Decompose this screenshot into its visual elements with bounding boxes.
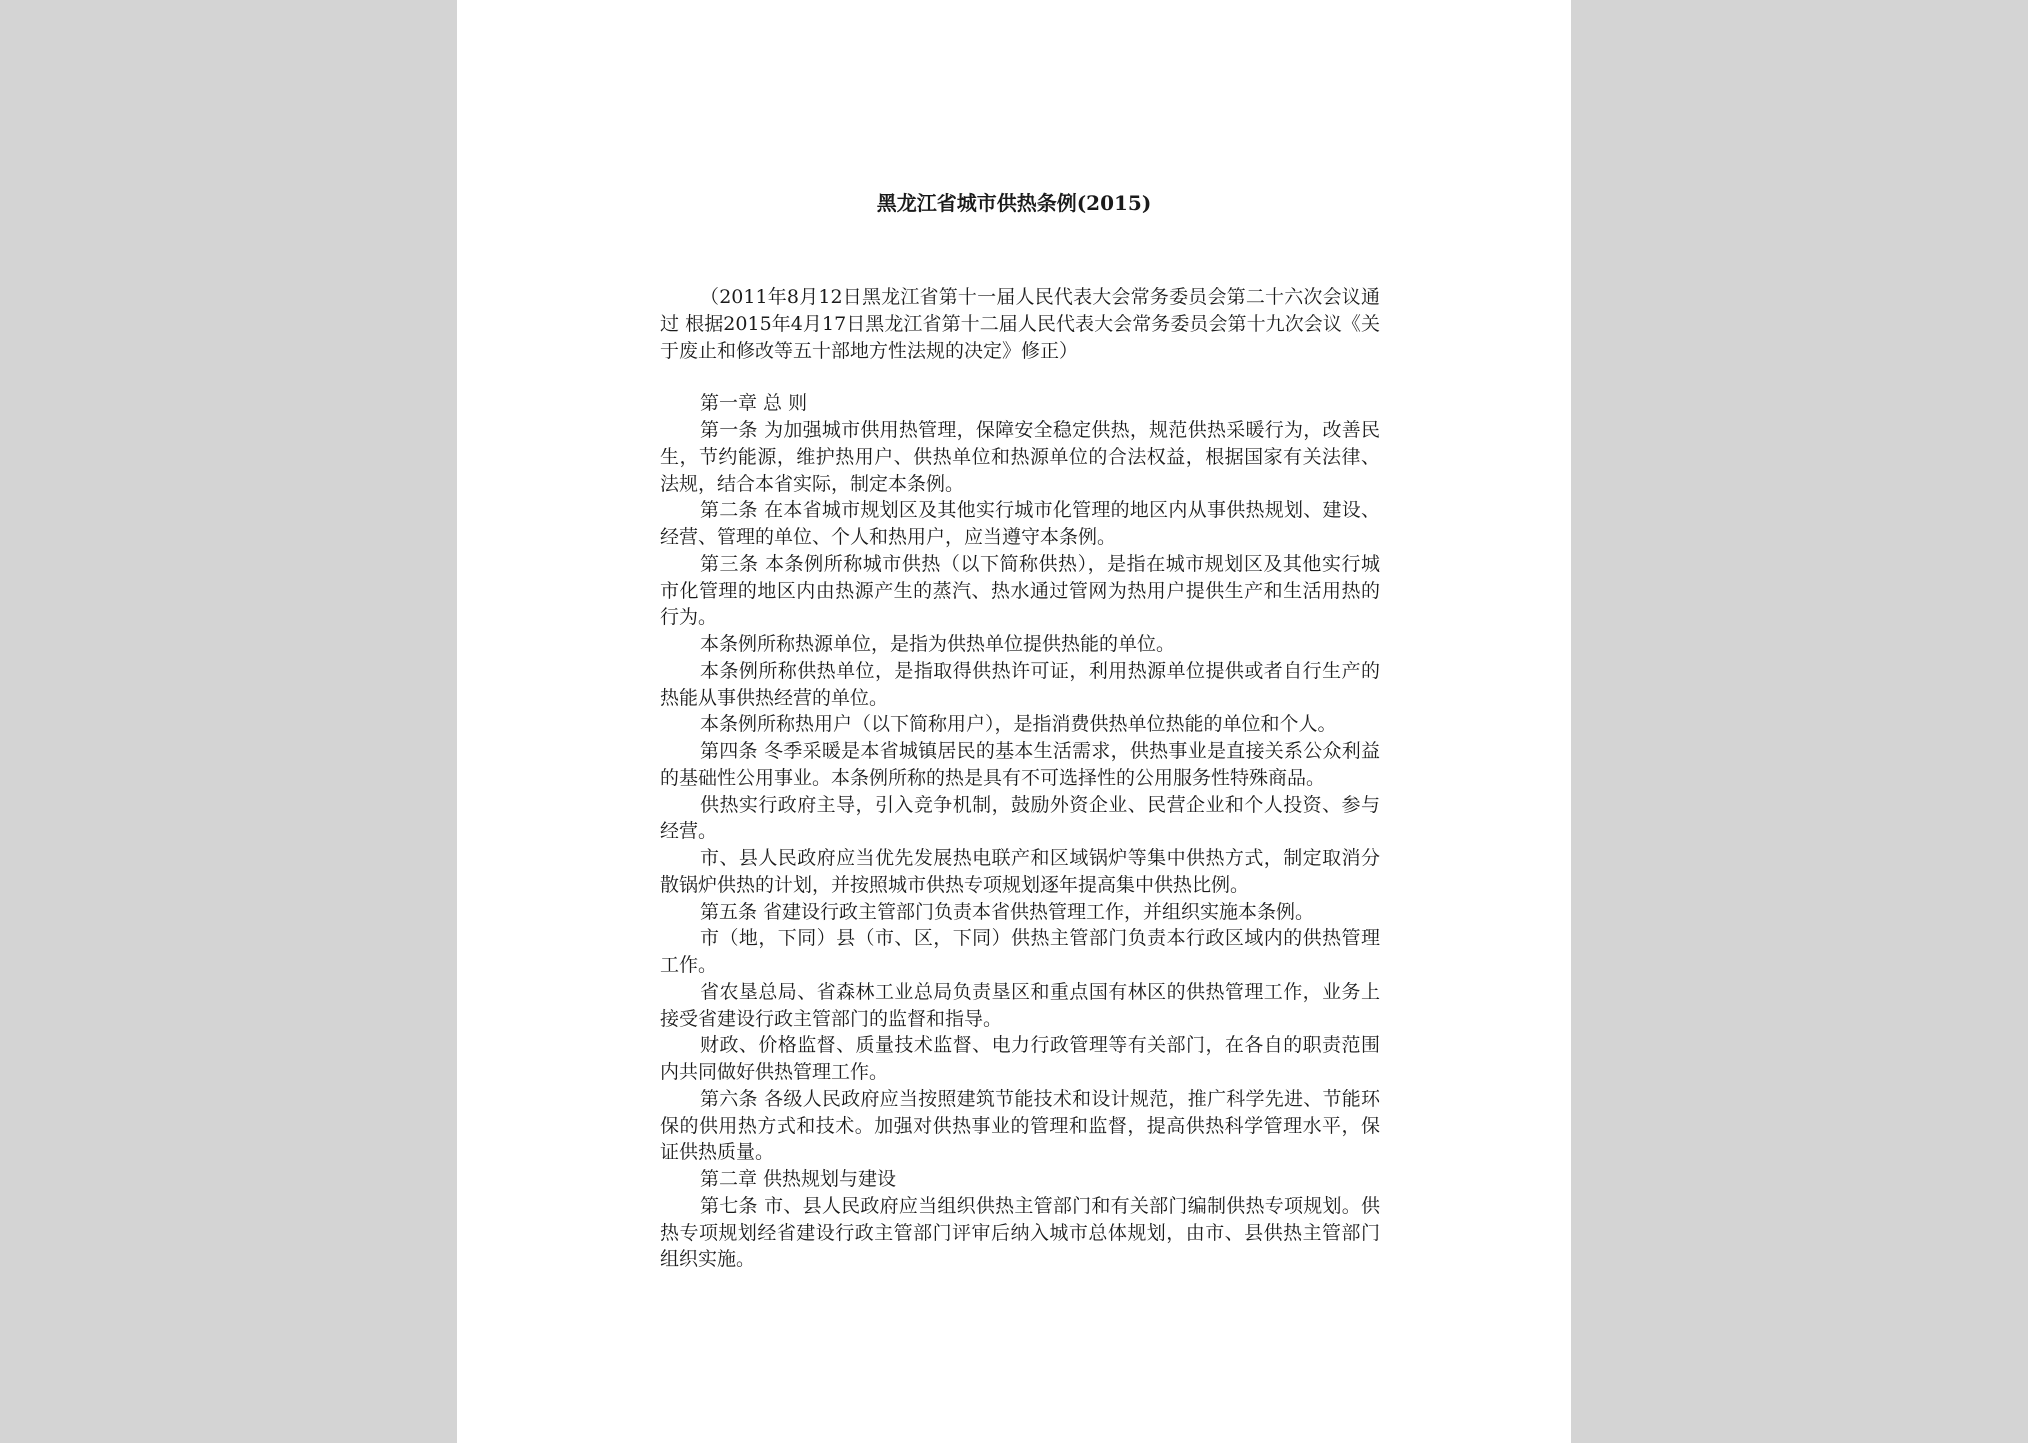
chapter-heading: 第二章 供热规划与建设: [700, 1168, 897, 1190]
paragraph: 第二条 在本省城市规划区及其他实行城市化管理的地区内从事供热规划、建设、经营、管理的单位、个人和热用户，应当遵守本条例。: [660, 499, 1380, 548]
paragraph: 第七条 市、县人民政府应当组织供热主管部门和有关部门编制供热专项规划。供热专项规划经省建设行政主管部门评审后纳入城市总体规划，由市、县供热主管部门组织实施。: [660, 1194, 1380, 1271]
document-title: 黑龙江省城市供热条例(2015): [876, 191, 1152, 215]
paragraph: 本条例所称供热单位，是指取得供热许可证，利用热源单位提供或者自行生产的热能从事供热经营的单位。: [660, 659, 1380, 709]
paragraph: 第四条 冬季采暖是本省城镇居民的基本生活需求，供热事业是直接关系公众利益的基础性公用事业。本条例所称的热是具有不可选择性的公用服务性特殊商品。: [660, 740, 1380, 789]
paragraph: 市、县人民政府应当优先发展热电联产和区域锅炉等集中供热方式，制定取消分散锅炉供热的计划，并按照城市供热专项规划逐年提高集中供热比例。: [660, 847, 1380, 896]
preamble: （2011年8月12日黑龙江省第十一届人民代表大会常务委员会第二十六次会议通过 根据2015年4月17日黑龙江省第十二届人民代表大会常务委员会第十九次会议《关于废止和修改等五十部地方性法规的决定》修正）: [660, 286, 1380, 362]
paragraph: 市（地，下同）县（市、区，下同）供热主管部门负责本行政区域内的供热管理工作。: [660, 927, 1380, 976]
paragraph-gap: [660, 364, 1380, 390]
paragraph: 第五条 省建设行政主管部门负责本省供热管理工作，并组织实施本条例。: [700, 900, 1315, 923]
paragraph: 第六条 各级人民政府应当按照建筑节能技术和设计规范，推广科学先进、节能环保的供用热方式和技术。加强对供热事业的管理和监督，提高供热科学管理水平，保证供热质量。: [660, 1087, 1380, 1164]
paragraph: 本条例所称热源单位，是指为供热单位提供热能的单位。: [700, 633, 1176, 655]
document-body: [660, 284, 1380, 1273]
paragraph: 第三条 本条例所称城市供热（以下简称供热），是指在城市规划区及其他实行城市化管理的地区内由热源产生的蒸汽、热水通过管网为热用户提供生产和生活用热的行为。: [660, 552, 1380, 629]
paragraph: 本条例所称热用户（以下简称用户），是指消费供热单位热能的单位和个人。: [700, 713, 1337, 736]
paragraph: 第一条 为加强城市供用热管理，保障安全稳定供热，规范供热采暖行为，改善民生，节约能源，维护热用户、供热单位和热源单位的合法权益，根据国家有关法律、法规，结合本省实际，制定本条例。: [660, 419, 1380, 495]
paragraph: 财政、价格监督、质量技术监督、电力行政管理等有关部门，在各自的职责范围内共同做好供热管理工作。: [660, 1034, 1380, 1083]
paragraph: 供热实行政府主导，引入竞争机制，鼓励外资企业、民营企业和个人投资、参与经营。: [660, 793, 1380, 843]
paragraph: 省农垦总局、省森林工业总局负责垦区和重点国有林区的供热管理工作，业务上接受省建设行政主管部门的监督和指导。: [660, 980, 1380, 1030]
chapter-heading: 第一章 总 则: [700, 392, 808, 415]
document-page: [457, 0, 1571, 1443]
